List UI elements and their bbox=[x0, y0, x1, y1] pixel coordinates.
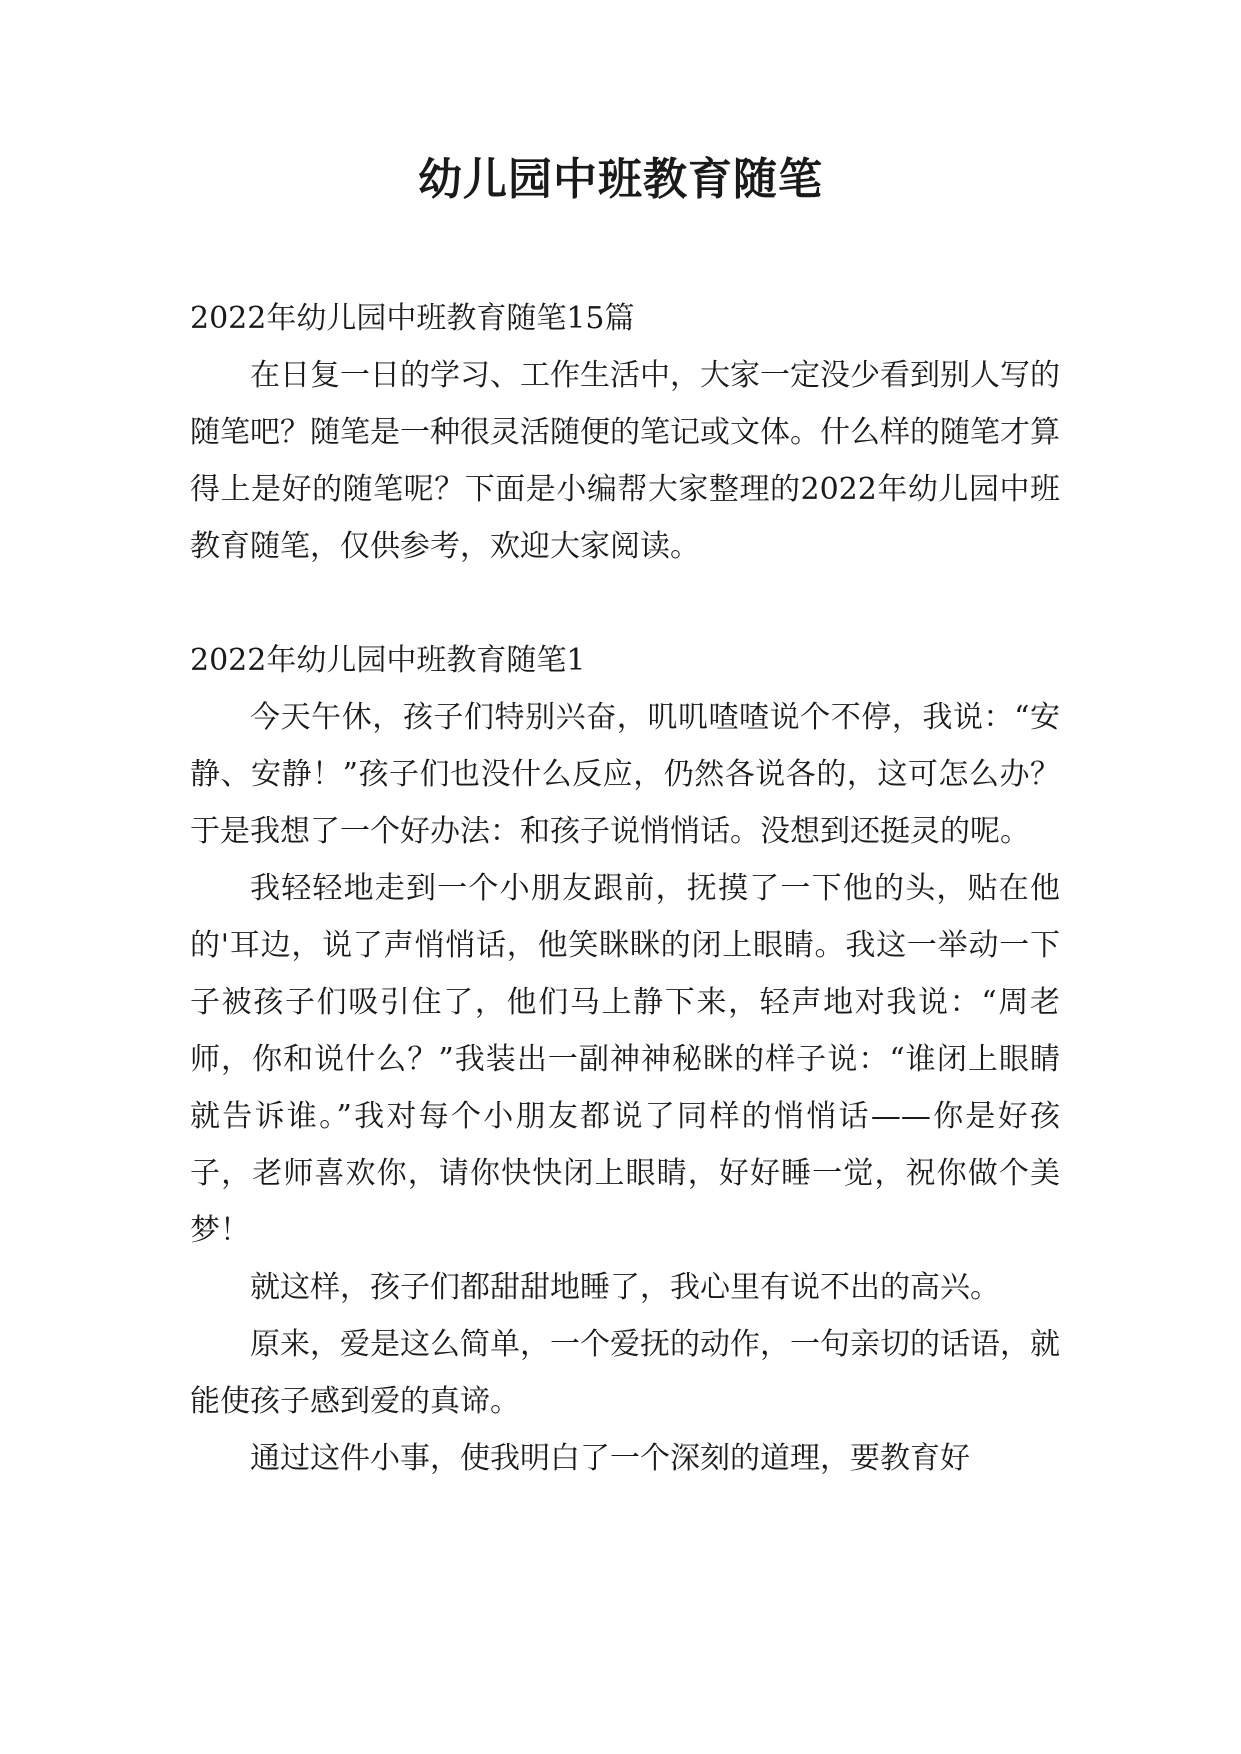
intro-paragraph: 在日复一日的学习、工作生活中，大家一定没少看到别人写的随笔吧？随笔是一种很灵活随便的笔记或文体。什么样的随笔才算得上是好的随笔呢？下面是小编帮大家整理的2022年幼儿园中班教育随笔，仅供参考，欢迎大家阅读。 bbox=[190, 358, 1060, 564]
document-title: 幼儿园中班教育随笔 bbox=[418, 154, 823, 205]
body-paragraph: 就这样，孩子们都甜甜地睡了，我心里有说不出的高兴。 bbox=[250, 1270, 1000, 1305]
body-paragraph: 通过这件小事，使我明白了一个深刻的道理，要教育好 bbox=[250, 1441, 970, 1476]
section-spacer bbox=[190, 575, 1060, 632]
document-body bbox=[190, 290, 1060, 1487]
body-paragraph: 我轻轻地走到一个小朋友跟前，抚摸了一下他的头，贴在他的'耳边，说了声悄悄话，他笑眯眯的闭上眼睛。我这一举动一下子被孩子们吸引住了，他们马上静下来，轻声地对我说：“周老师，你和说什么？”我装出一副神神秘眯的样子说：“谁闭上眼睛就告诉谁。”我对每个小朋友都说了同样的悄悄话——你是好孩子，老师喜欢你，请你快快闭上眼睛，好好睡一觉，祝你做个美梦！ bbox=[190, 871, 1060, 1248]
collection-heading: 2022年幼儿园中班教育随笔15篇 bbox=[190, 301, 635, 336]
section-heading: 2022年幼儿园中班教育随笔1 bbox=[190, 643, 586, 678]
body-paragraph: 原来，爱是这么简单，一个爱抚的动作，一句亲切的话语，就能使孩子感到爱的真谛。 bbox=[190, 1327, 1060, 1419]
body-paragraph: 今天午休，孩子们特别兴奋，叽叽喳喳说个不停，我说：“安静、安静！”孩子们也没什么反应，仍然各说各的，这可怎么办？于是我想了一个好办法：和孩子说悄悄话。没想到还挺灵的呢。 bbox=[190, 700, 1060, 849]
